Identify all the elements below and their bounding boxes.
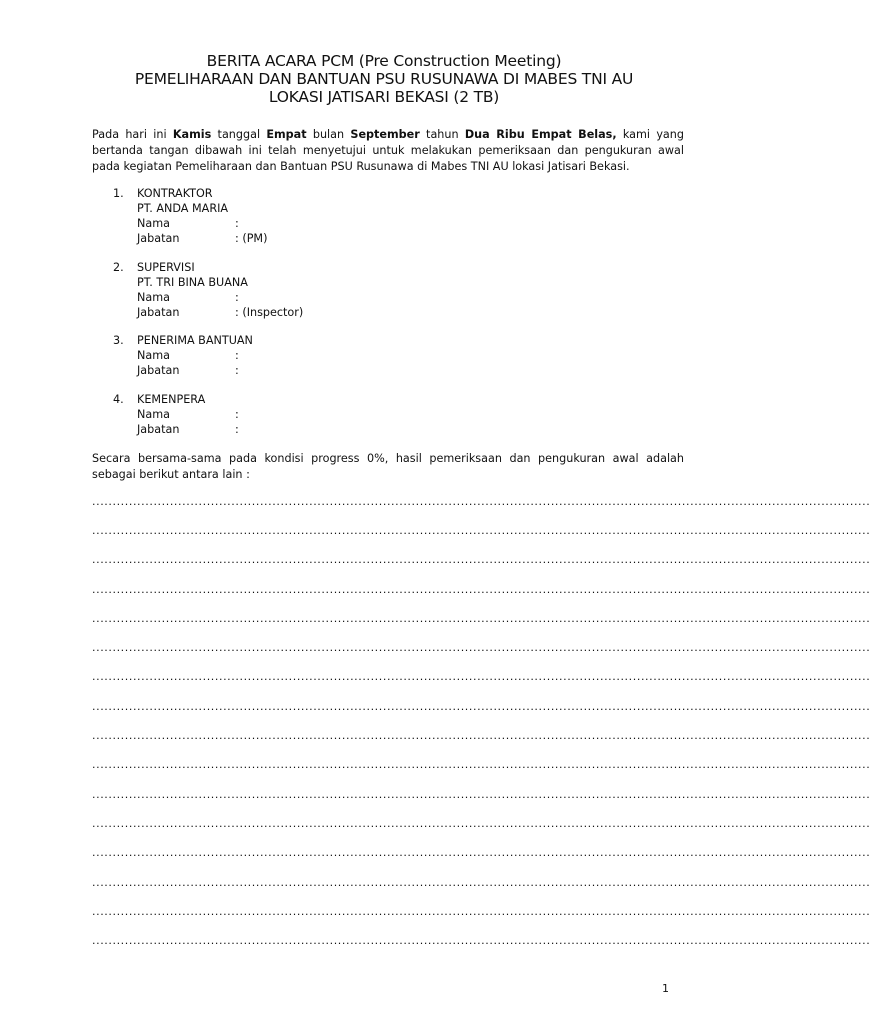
intro-day: Kamis (172, 128, 212, 141)
party-position-row (137, 363, 437, 378)
name-label: Nama (137, 408, 170, 421)
party-position-row (137, 422, 437, 437)
page-number: 1 (662, 982, 669, 995)
intro-paragraph (92, 127, 684, 175)
party-role: KONTRAKTOR (137, 187, 213, 200)
dotted-fill-line: .............................................................................................................................................................................................. (92, 729, 870, 742)
position-value: : (Inspector) (235, 306, 304, 319)
party-role: KEMENPERA (137, 393, 206, 406)
name-value: : (235, 291, 239, 304)
dotted-fill-line: .............................................................................................................................................................................................. (92, 524, 870, 537)
dotted-fill-line: .............................................................................................................................................................................................. (92, 876, 870, 889)
intro-text-5: kami yang bertanda tangan dibawah ini telah menyetujui untuk melakukan pemeriksaan dan pengukuran awal pada kegiatan Pemeliharaan dan Bantuan PSU Rusunawa di Mabes TNI AU lokasi Jatisari Bekasi. (92, 128, 684, 173)
name-label: Nama (137, 349, 170, 362)
party-name-row (137, 216, 437, 231)
party-number: 1. (113, 187, 124, 200)
dotted-fill-line: .............................................................................................................................................................................................. (92, 612, 870, 625)
party-name-row (137, 348, 437, 363)
name-value: : (235, 408, 239, 421)
name-label: Nama (137, 217, 170, 230)
party-organization: PT. ANDA MARIA (137, 202, 229, 215)
position-value: : (PM) (235, 232, 268, 245)
findings-intro-paragraph: Secara bersama-sama pada kondisi progress 0%, hasil pemeriksaan dan pengukuran awal adalah sebagai berikut antara lain : (92, 452, 684, 481)
position-label: Jabatan (137, 423, 180, 436)
intro-year: Dua Ribu Empat Belas, (464, 128, 617, 141)
position-label: Jabatan (137, 306, 180, 319)
dotted-fill-line: .............................................................................................................................................................................................. (92, 905, 870, 918)
position-label: Jabatan (137, 364, 180, 377)
intro-text-1: Pada hari ini (92, 128, 173, 141)
name-label: Nama (137, 291, 170, 304)
party-role: PENERIMA BANTUAN (137, 334, 253, 347)
party-name-row (137, 290, 437, 305)
party-organization: PT. TRI BINA BUANA (137, 276, 248, 289)
party-name-row (137, 407, 437, 422)
party-number: 3. (113, 334, 124, 347)
document-title-line-2: PEMELIHARAAN DAN BANTUAN PSU RUSUNAWA DI MABES TNI AU (134, 70, 634, 88)
document-title-line-1: BERITA ACARA PCM (Pre Construction Meeting) (206, 52, 562, 70)
party-role: SUPERVISI (137, 261, 195, 274)
dotted-fill-line: .............................................................................................................................................................................................. (92, 553, 870, 566)
dotted-fill-line: .............................................................................................................................................................................................. (92, 934, 870, 947)
party-position-row (137, 305, 437, 320)
dotted-fill-line: .............................................................................................................................................................................................. (92, 846, 870, 859)
party-number: 4. (113, 393, 124, 406)
position-value: : (235, 423, 239, 436)
intro-text-2: tanggal (211, 128, 267, 141)
dotted-fill-line: .............................................................................................................................................................................................. (92, 495, 870, 508)
name-value: : (235, 217, 239, 230)
intro-text-4: tahun (419, 128, 465, 141)
document-title-line-3: LOKASI JATISARI BEKASI (2 TB) (268, 88, 500, 106)
dotted-fill-line: .............................................................................................................................................................................................. (92, 758, 870, 771)
position-value: : (235, 364, 239, 377)
dotted-fill-line: .............................................................................................................................................................................................. (92, 817, 870, 830)
party-position-row (137, 231, 437, 246)
position-label: Jabatan (137, 232, 180, 245)
party-number: 2. (113, 261, 124, 274)
intro-date: Empat (266, 128, 307, 141)
intro-text-3: bulan (306, 128, 351, 141)
dotted-fill-line: .............................................................................................................................................................................................. (92, 641, 870, 654)
dotted-fill-line: .............................................................................................................................................................................................. (92, 700, 870, 713)
dotted-fill-line: .............................................................................................................................................................................................. (92, 670, 870, 683)
intro-month: September (350, 128, 420, 141)
name-value: : (235, 349, 239, 362)
dotted-fill-line: .............................................................................................................................................................................................. (92, 583, 870, 596)
dotted-fill-line: .............................................................................................................................................................................................. (92, 788, 870, 801)
